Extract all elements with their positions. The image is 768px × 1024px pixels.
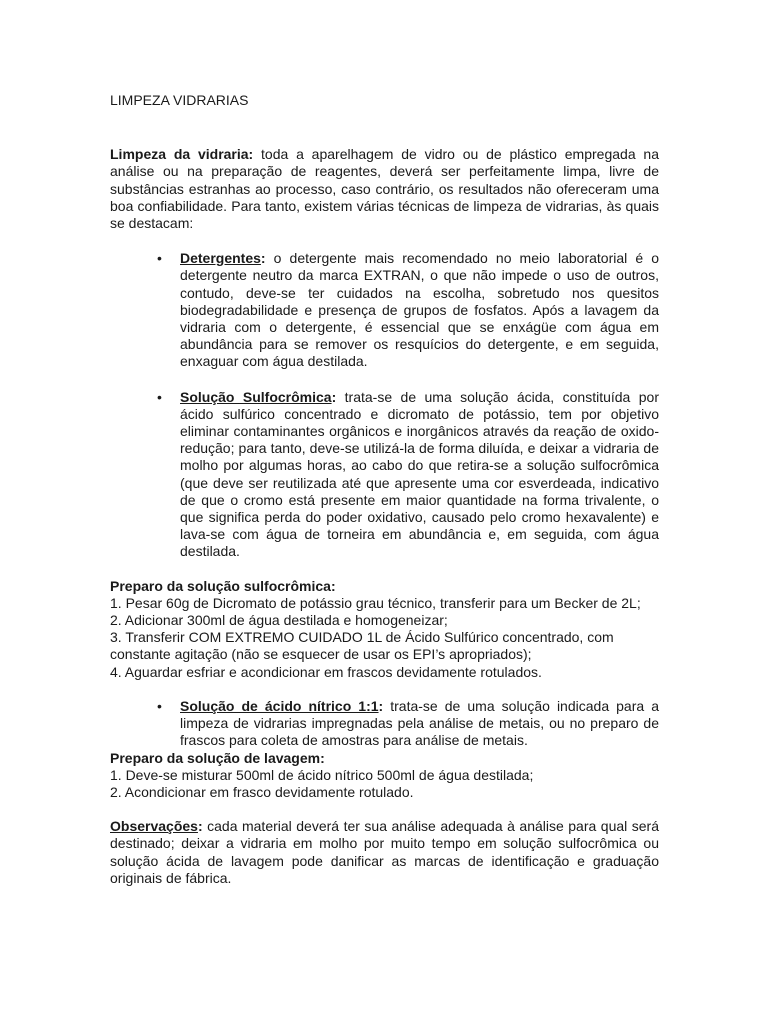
bullet-dot: • — [157, 250, 162, 267]
prep-lavagem-heading: Preparo da solução de lavagem: — [110, 749, 325, 766]
prep-lavagem-section — [110, 750, 659, 802]
intro-paragraph — [110, 146, 659, 232]
prep-step: 2. Adicionar 300ml de água destilada e homogeneizar; — [110, 612, 448, 629]
bullet-solucao-sulfocromica — [157, 388, 659, 561]
prep-step: 1. Deve-se misturar 500ml de ácido nítrico 500ml de água destilada; — [110, 766, 534, 783]
prep-step: 2. Acondicionar em frasco devidamente rotulado. — [110, 783, 414, 800]
bullet-colon: : — [331, 388, 337, 405]
bullet-label: Solução Sulfocrômica — [180, 388, 332, 405]
intro-label: Limpeza da vidraria: — [110, 146, 254, 163]
observations-label: Observações — [110, 818, 198, 835]
prep-sulfocromica-heading: Preparo da solução sulfocrômica: — [110, 577, 336, 594]
bullet-acido-nitrico — [157, 697, 659, 750]
bullet-label: Solução de ácido nítrico 1:1 — [180, 697, 379, 714]
bullet-dot: • — [157, 388, 162, 405]
bullet-text: trata-se de uma solução ácida, constituída por ácido sulfúrico concentrado e dicromato de potássio, tem por objetivo eliminar contaminantes orgânicos e inorgânicos através da reação de oxido-redução; para tanto, deve-se utilizá-la de forma diluída, e deixar a vidraria de molho por algumas horas, ao cabo do que retira-se a solução sulfocrômica (que deve ser reutilizada até que apresente uma cor esverdeada, indicativo de que o cromo está presente em maior quantidade na forma trivalente, o que significa perda do poder oxidativo, causado pelo cromo hexavalente) e lava-se com água de torneira em abundância e, em seguida, com água destilada. — [180, 388, 659, 560]
document-page — [110, 92, 659, 887]
bullet-text: trata-se de uma solução indicada para a limpeza de vidrarias impregnadas pela análise de metais, ou no preparo de frascos para coleta de amostras para análise de metais. — [180, 697, 659, 749]
bullet-text: o detergente mais recomendado no meio laboratorial é o detergente neutro da marca EXTRAN, o que não impede o uso de outros, contudo, deve-se ter cuidados na escolha, sobretudo nos quesitos biodegradabilidade e presença de grupos de fosfatos. Após a lavagem da vidraria com o detergente, é essencial que se enxágüe com água em abundância para se remover os resquícios do detergente, e em seguida, enxaguar com água destilada. — [180, 250, 659, 370]
observations-paragraph — [110, 818, 659, 887]
bullet-colon: : — [260, 250, 266, 267]
prep-step: 4. Aguardar esfriar e acondicionar em frascos devidamente rotulados. — [110, 663, 542, 680]
bullet-colon: : — [378, 697, 384, 714]
intro-text: toda a aparelhagem de vidro ou de plástico empregada na análise ou na preparação de reagentes, deverá ser perfeitamente limpa, livre de substâncias estranhas ao processo, caso contrário, os resultados não ofereceram uma boa confiabilidade. Para tanto, existem várias técnicas de limpeza de vidrarias, às quais se destacam: — [110, 146, 659, 232]
bullet-detergentes — [157, 250, 659, 370]
prep-step: 1. Pesar 60g de Dicromato de potássio grau técnico, transferir para um Becker de 2L; — [110, 594, 641, 611]
bullet-dot: • — [157, 697, 162, 714]
observations-colon: : — [197, 818, 203, 835]
bullet-label: Detergentes — [180, 250, 261, 267]
prep-sulfocromica-section — [110, 578, 659, 681]
prep-step: 3. Transferir COM EXTREMO CUIDADO 1L de Ácido Sulfúrico concentrado, com constante agitação (não se esquecer de usar os EPI’s apropriados); — [110, 629, 614, 663]
document-title: LIMPEZA VIDRARIAS — [110, 92, 249, 108]
observations-text: cada material deverá ter sua análise adequada à análise para qual será destinado; deixar a vidraria em molho por muito tempo em solução sulfocrômica ou solução ácida de lavagem pode danificar as marcas de identificação e graduação originais de fábrica. — [110, 818, 659, 886]
